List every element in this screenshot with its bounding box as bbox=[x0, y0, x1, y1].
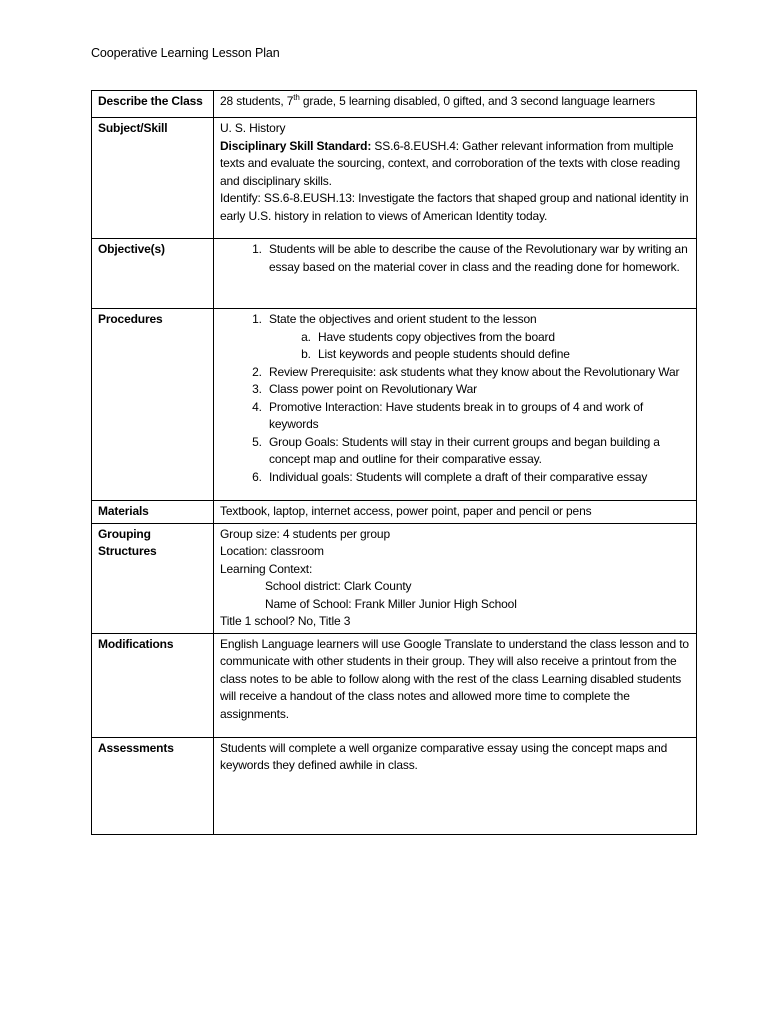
grade-ordinal-suffix: th bbox=[293, 93, 300, 102]
procedure-step-4: 4. Promotive Interaction: Have students break in to groups of 4 and work of keywords bbox=[265, 399, 690, 434]
label-materials: Materials bbox=[92, 501, 214, 524]
procedures-list bbox=[220, 311, 690, 486]
row-objectives bbox=[92, 239, 697, 309]
standard-paragraph bbox=[220, 138, 690, 191]
standard-text: SS.6-8.EUSH.4: Gather relevant information from multiple texts and evaluate the sourcing, context, and corroboration of the texts with close reading and disciplinary skills. bbox=[220, 138, 680, 188]
title1-text: Title 1 school? No, Title 3 bbox=[220, 614, 351, 628]
procedure-step-1-text: State the objectives and orient student to the lesson bbox=[269, 312, 537, 326]
content-objectives bbox=[214, 239, 697, 309]
procedure-substep-a: a. Have students copy objectives from the board bbox=[314, 329, 690, 347]
label-modifications: Modifications bbox=[92, 633, 214, 737]
content-modifications: English Language learners will use Google Translate to understand the class lesson and to communicate with other students in their group. They will also receive a printout from the class notes to be able to follow along with the rest of the class Learning disabled students will receive a handout of the class notes and allowed more time to complete the assignments. bbox=[214, 633, 697, 737]
procedure-substeps bbox=[269, 329, 690, 364]
school-name-text: Name of School: Frank Miller Junior High School bbox=[265, 596, 517, 611]
row-subject-skill bbox=[92, 118, 697, 239]
content-subject-skill bbox=[214, 118, 697, 239]
row-assessments bbox=[92, 737, 697, 834]
procedure-step-3: 3. Class power point on Revolutionary War bbox=[265, 381, 690, 399]
procedure-step-2: 2. Review Prerequisite: ask students what they know about the Revolutionary War bbox=[265, 364, 690, 382]
content-grouping bbox=[214, 523, 697, 633]
document-title: Cooperative Learning Lesson Plan bbox=[91, 46, 280, 60]
label-grouping: Grouping Structures bbox=[92, 523, 214, 633]
content-materials: Textbook, laptop, internet access, power point, paper and pencil or pens bbox=[214, 501, 697, 524]
label-subject-skill: Subject/Skill bbox=[92, 118, 214, 239]
content-procedures bbox=[214, 309, 697, 501]
lesson-plan-table bbox=[91, 90, 697, 835]
class-description-text: 28 students, 7 bbox=[220, 94, 294, 108]
learning-context-label: Learning Context: bbox=[220, 561, 313, 576]
label-describe-class: Describe the Class bbox=[92, 91, 214, 118]
identify-text: Identify: SS.6-8.EUSH.13: Investigate the factors that shaped group and national identity in early U.S. history in relation to views of American Identity today. bbox=[220, 191, 689, 223]
group-size-text: Group size: 4 students per group bbox=[220, 526, 390, 541]
procedure-step-5: 5. Group Goals: Students will stay in their current groups and began building a concept map and outline for their comparative essay. bbox=[265, 434, 690, 469]
standard-label: Disciplinary Skill Standard: bbox=[220, 138, 372, 153]
content-describe-class bbox=[214, 91, 697, 118]
row-grouping bbox=[92, 523, 697, 633]
label-procedures: Procedures bbox=[92, 309, 214, 501]
school-district-text: School district: Clark County bbox=[265, 579, 412, 593]
location-text: Location: classroom bbox=[220, 544, 324, 558]
content-assessments: Students will complete a well organize comparative essay using the concept maps and keywords they defined awhile in class. bbox=[214, 737, 697, 834]
objectives-list bbox=[220, 241, 690, 276]
procedure-step-1 bbox=[265, 311, 690, 364]
row-materials bbox=[92, 501, 697, 524]
subject-text: U. S. History bbox=[220, 121, 286, 135]
procedure-step-6: 6. Individual goals: Students will complete a draft of their comparative essay bbox=[265, 469, 690, 487]
objective-item: 1. Students will be able to describe the cause of the Revolutionary war by writing an essay based on the material cover in class and the reading done for homework. bbox=[265, 241, 690, 276]
label-objectives: Objective(s) bbox=[92, 239, 214, 309]
row-procedures bbox=[92, 309, 697, 501]
procedure-substep-b: b. List keywords and people students should define bbox=[314, 346, 690, 364]
row-modifications bbox=[92, 633, 697, 737]
class-description-text-rest: grade, 5 learning disabled, 0 gifted, and 3 second language learners bbox=[299, 94, 655, 108]
row-describe-class bbox=[92, 91, 697, 118]
label-assessments: Assessments bbox=[92, 737, 214, 834]
